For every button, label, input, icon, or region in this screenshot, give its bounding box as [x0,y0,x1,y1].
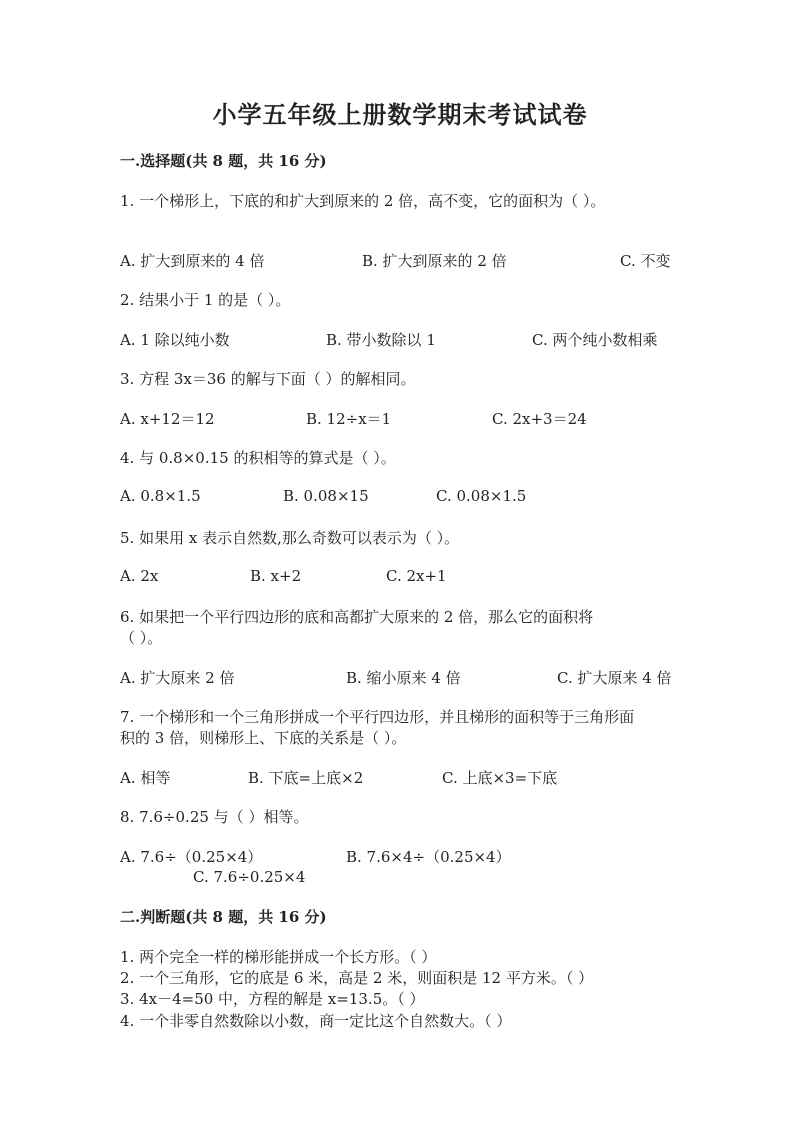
q1-option-c: C. 不变 [620,252,671,270]
q8-option-c: C. 7.6÷0.25×4 [193,868,306,886]
q4-option-c: C. 0.08×1.5 [436,487,527,505]
q6-option-a: A. 扩大原来 2 倍 [120,669,235,687]
q5-option-a: A. 2x [120,567,159,585]
q7-option-a: A. 相等 [120,769,171,787]
q2-option-a: A. 1 除以纯小数 [120,331,230,349]
q8-option-a: A. 7.6÷（0.25×4） [120,848,263,866]
q4-option-b: B. 0.08×15 [283,487,369,505]
q2-option-b: B. 带小数除以 1 [326,331,436,349]
q5-option-c: C. 2x+1 [386,567,447,585]
question-7-continued: 积的 3 倍，则梯形上、下底的关系是（ ）。 [120,729,407,747]
section-heading-judgement: 二.判断题(共 8 题，共 16 分) [120,908,327,926]
q1-option-a: A. 扩大到原来的 4 倍 [120,252,265,270]
question-6: 6. 如果把一个平行四边形的底和高都扩大原来的 2 倍，那么它的面积将 [120,608,594,626]
q3-option-b: B. 12÷x＝1 [306,410,392,428]
question-7: 7. 一个梯形和一个三角形拼成一个平行四边形，并且梯形的面积等于三角形面 [120,708,635,726]
question-1: 1. 一个梯形上，下底的和扩大到原来的 2 倍，高不变，它的面积为（ ）。 [120,192,606,210]
q7-option-b: B. 下底=上底×2 [248,769,364,787]
q6-option-c: C. 扩大原来 4 倍 [557,669,672,687]
q5-option-b: B. x+2 [250,567,302,585]
judgement-item-4: 4. 一个非零自然数除以小数，商一定比这个自然数大。（ ） [120,1012,512,1030]
judgement-item-1: 1. 两个完全一样的梯形能拼成一个长方形。（ ） [120,948,437,966]
question-3: 3. 方程 3x＝36 的解与下面（ ）的解相同。 [120,370,416,388]
q2-option-c: C. 两个纯小数相乘 [532,331,658,349]
judgement-item-2: 2. 一个三角形，它的底是 6 米，高是 2 米，则面积是 12 平方米。（ ） [120,969,594,987]
question-6-continued: （ ）。 [120,629,163,647]
q1-option-b: B. 扩大到原来的 2 倍 [362,252,507,270]
question-5: 5. 如果用 x 表示自然数,那么奇数可以表示为（ ）。 [120,529,460,547]
q6-option-b: B. 缩小原来 4 倍 [346,669,461,687]
section-heading-choice: 一.选择题(共 8 题，共 16 分) [120,152,327,170]
judgement-item-3: 3. 4x－4=50 中，方程的解是 x=13.5。（ ） [120,990,425,1008]
q7-option-c: C. 上底×3=下底 [442,769,558,787]
q8-option-b: B. 7.6×4÷（0.25×4） [346,848,511,866]
page-title: 小学五年级上册数学期末考试试卷 [212,100,588,129]
question-2: 2. 结果小于 1 的是（ ）。 [120,291,291,309]
q3-option-a: A. x+12＝12 [120,410,215,428]
question-4: 4. 与 0.8×0.15 的积相等的算式是（ ）。 [120,449,396,467]
q3-option-c: C. 2x+3＝24 [492,410,587,428]
question-8: 8. 7.6÷0.25 与（ ）相等。 [120,808,309,826]
q4-option-a: A. 0.8×1.5 [120,487,201,505]
